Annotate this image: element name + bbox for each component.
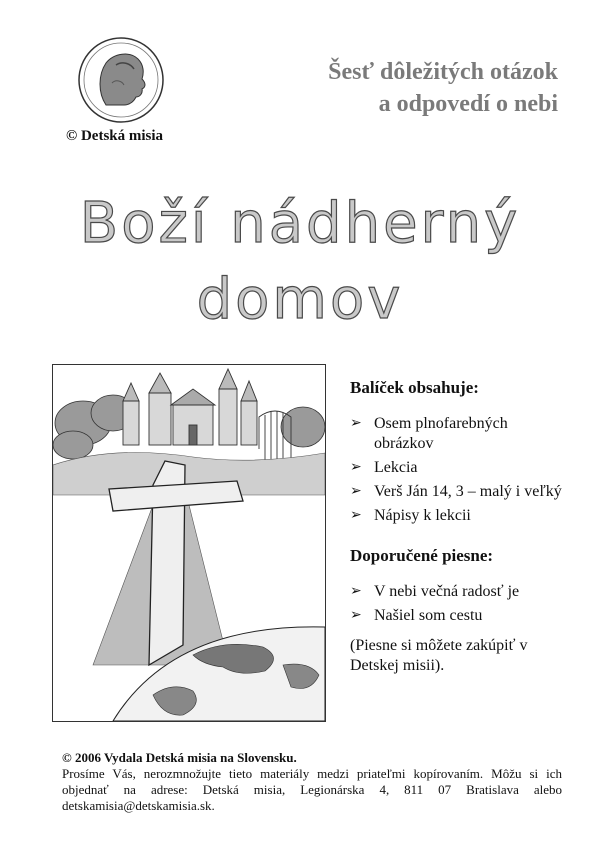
subtitle-line-2: a odpovedí o nebi [378,91,558,117]
package-list [350,414,570,526]
list-item [350,458,570,478]
list-item-text: Verš Ján 14, 3 – malý i veľký [374,483,562,500]
subtitle-line-1: Šesť dôležitých otázok [328,59,558,85]
package-heading: Balíček obsahuje: [350,378,479,397]
footer [62,750,562,814]
list-item-text: Našiel som cestu [374,607,483,624]
list-item [350,414,570,454]
detska-misia-logo [76,35,166,125]
songs-note: (Piesne si môžete zakúpiť v Detskej misii). [350,637,528,674]
list-item [350,506,570,526]
cover-illustration [52,364,326,722]
footer-body: Prosíme Vás, nerozmnožujte tieto materiály medzi priateľmi kopírovaním. Môžu si ich objednať na adrese: Detská misia, Legionárska 4, 811 07 Bratislava alebo detskamisia@detskamisia.sk. [62,766,562,813]
main-title-line-2: domov [196,267,404,332]
footer-title: © 2006 Vydala Detská misia na Slovensku. [62,750,297,765]
list-item-text: V nebi večná radosť je [374,583,520,600]
main-title-line-1: Boží nádherný [79,191,521,256]
list-item-text: Lekcia [374,459,418,476]
arrow-bullet-icon: ➢ [350,508,362,523]
list-item [350,482,570,502]
castle-cross-globe-illustration [53,365,325,721]
arrow-bullet-icon: ➢ [350,460,362,475]
list-item [350,582,570,602]
list-item-text: Osem plnofarebných obrázkov [374,415,508,452]
arrow-bullet-icon: ➢ [350,416,362,431]
subtitle [328,56,558,120]
arrow-bullet-icon: ➢ [350,484,362,499]
list-item [350,606,570,626]
arrow-bullet-icon: ➢ [350,584,362,599]
main-title [0,186,600,338]
copyright-label: © Detská misia [66,128,164,144]
arrow-bullet-icon: ➢ [350,608,362,623]
songs-heading: Doporučené piesne: [350,546,494,565]
right-column [350,378,570,676]
list-item-text: Nápisy k lekcii [374,507,471,524]
songs-list [350,582,570,626]
